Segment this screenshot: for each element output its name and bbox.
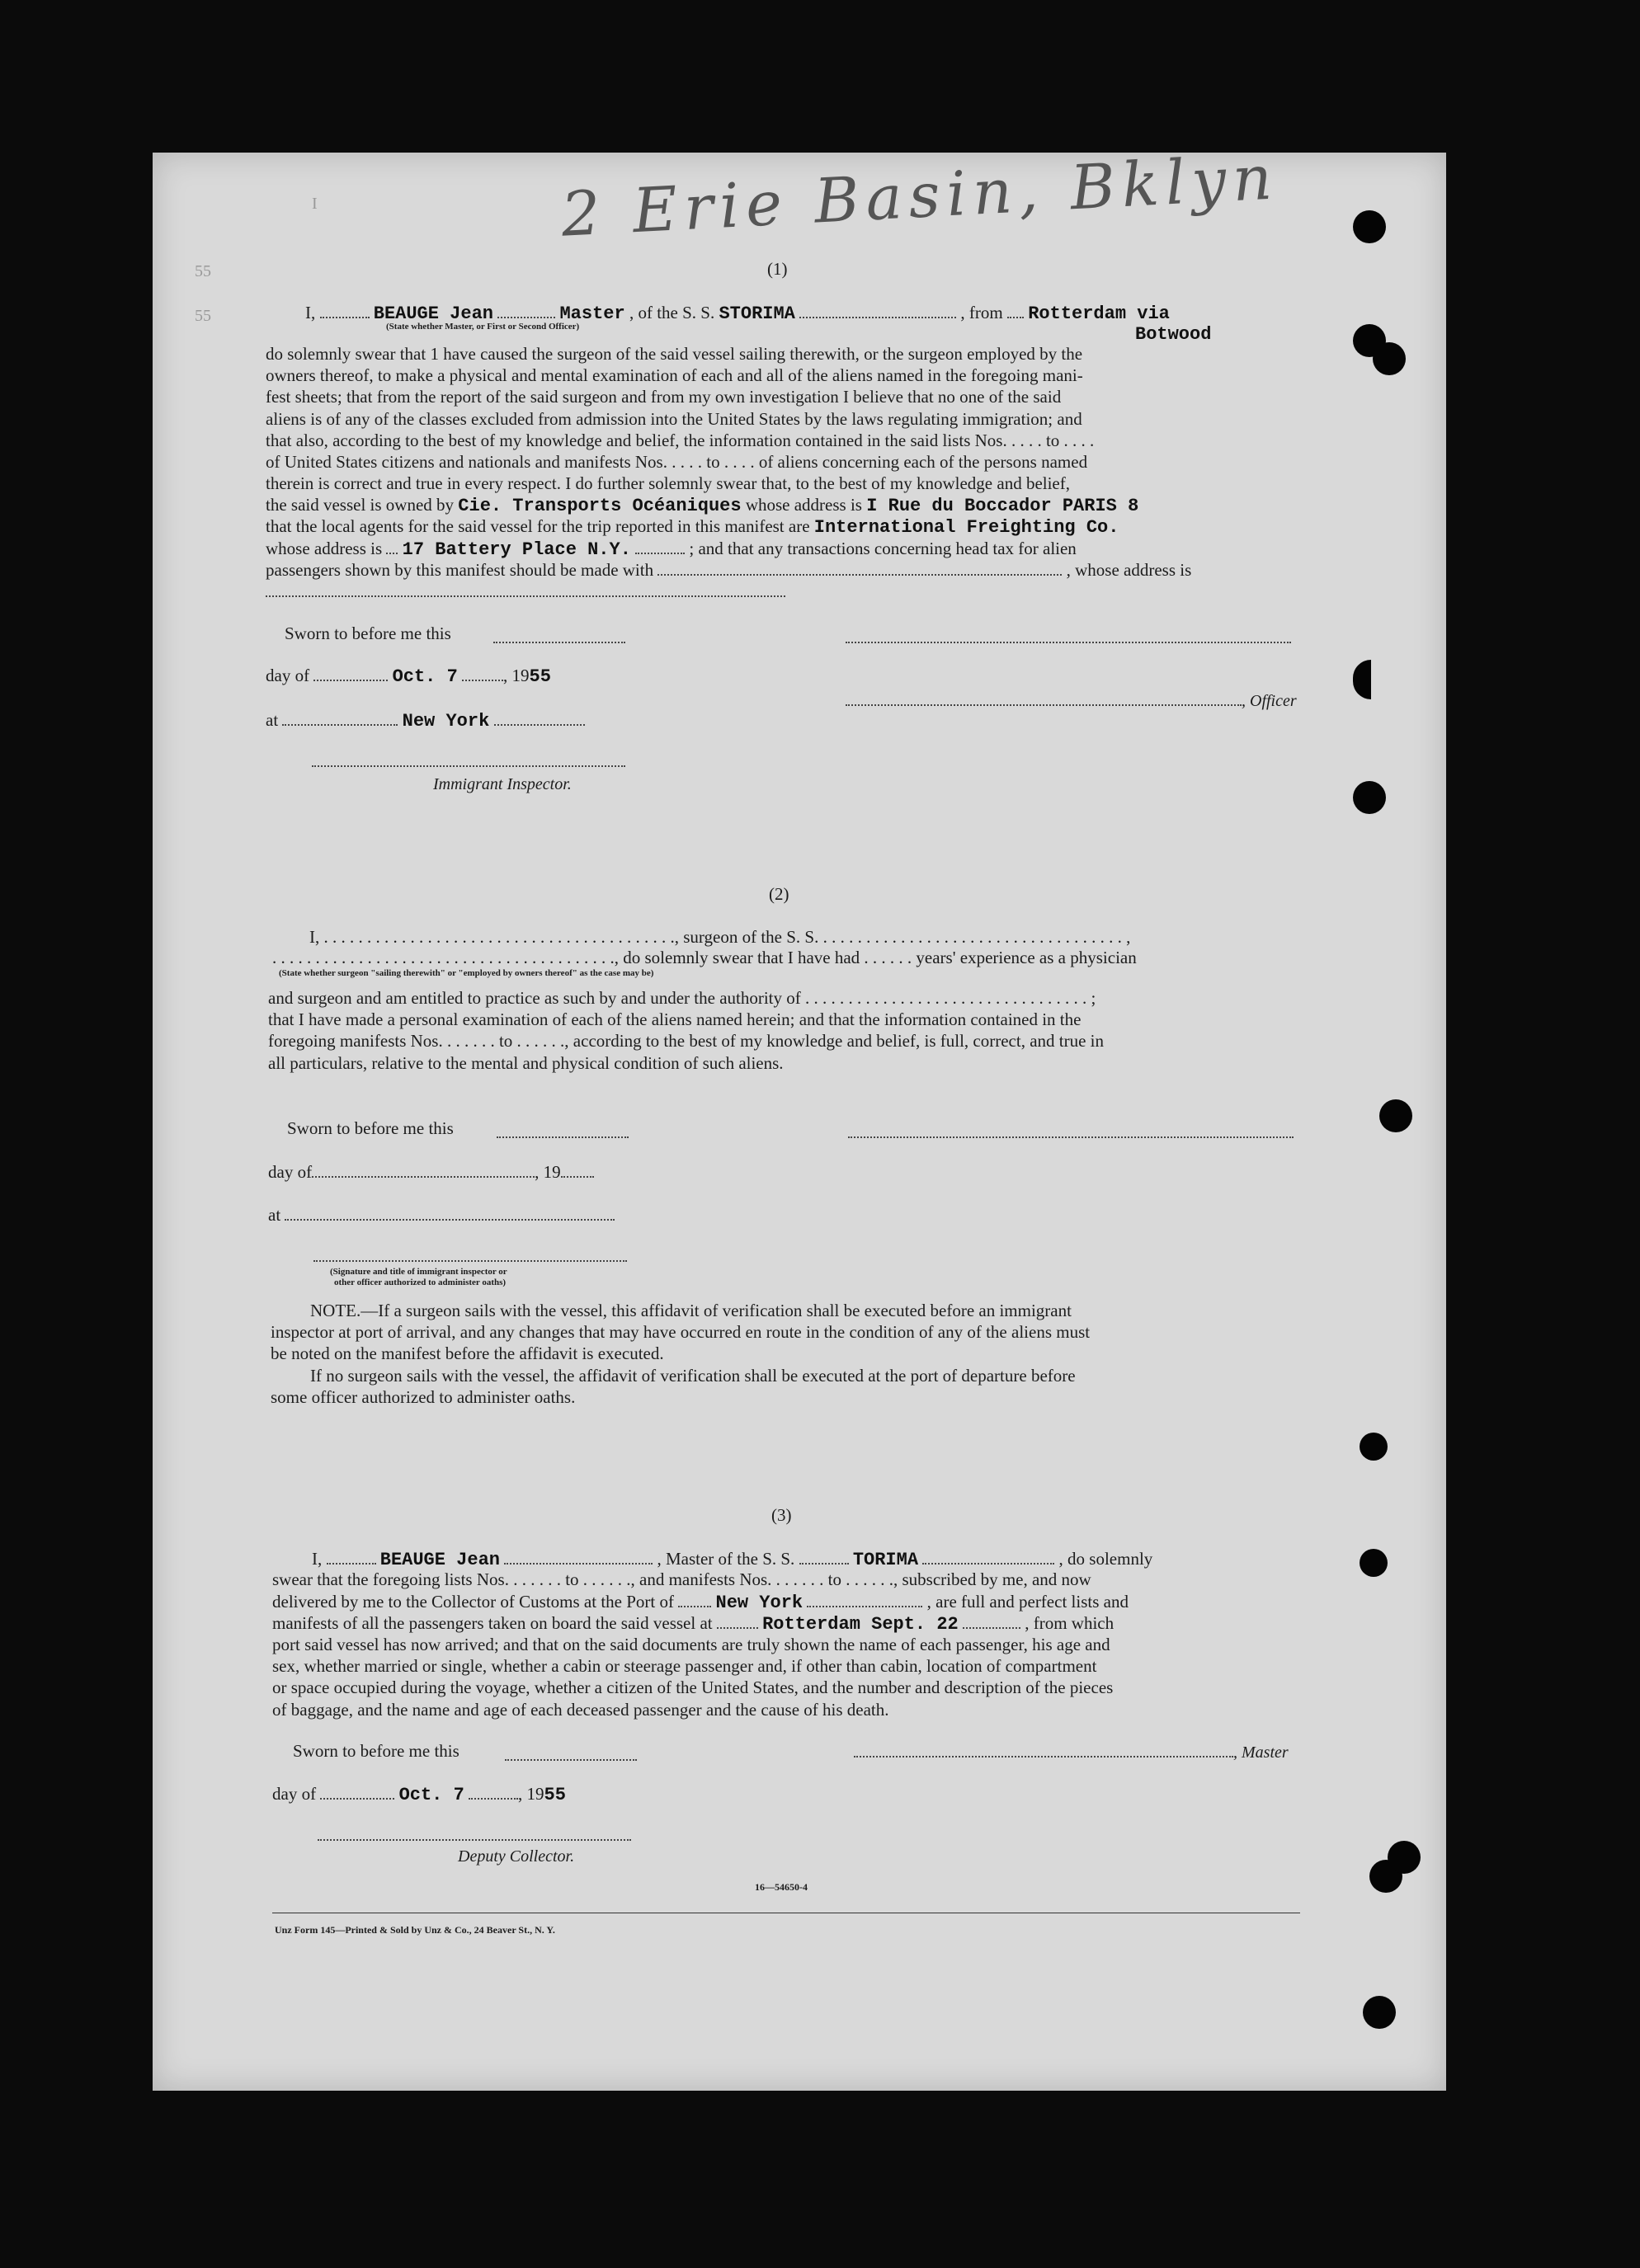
s1-body-line: do solemnly swear that 1 have caused the surgeon of the said vessel sailing therewith, or the surgeon employed by the	[266, 344, 1083, 364]
s3-master-sig-line	[854, 1741, 1289, 1762]
s1-agent-address-line	[266, 538, 1077, 560]
s2-day-label: day of	[268, 1162, 313, 1182]
s1-owned-label: the said vessel is owned by	[266, 495, 455, 515]
s2-line1: I, . . . . . . . . . . . . . . . . . . . . . . . . . . . . . . . . . . . . . . . . ., surgeon of the S. S. . . . . . . . . . . . . . . . . . . . . . . . . . . . . . . . . . . . ,	[309, 927, 1131, 947]
s1-agents-label: that the local agents for the said vessel for the trip reported in this manifest are	[266, 516, 810, 536]
s1-sworn: Sworn to before me this	[285, 623, 451, 643]
punch-hole	[1353, 210, 1386, 243]
s3-ship-name: TORIMA	[852, 1550, 919, 1570]
s3-year-prefix: , 19	[518, 1784, 544, 1804]
s2-body-line: and surgeon and am entitled to practice as such by and under the authority of . . . . . . . . . . . . . . . . . . . . . . . . . . . . . . . . . ;	[268, 988, 1096, 1008]
s1-ship-name: STORIMA	[719, 303, 795, 324]
s1-year-value: 55	[529, 666, 551, 687]
s3-body-line: sex, whether married or single, whether a cabin or steerage passenger and, if other than cabin, location of compartment	[272, 1656, 1097, 1677]
s3-port-value: New York	[715, 1593, 804, 1613]
section-number: (2)	[769, 884, 789, 904]
form-code: 16—54650-4	[755, 1881, 808, 1893]
punch-hole	[1360, 1433, 1388, 1461]
s3-body-line: of baggage, and the name and age of each deceased passenger and the cause of his death.	[272, 1699, 889, 1720]
s2-body-line: foregoing manifests Nos. . . . . . . to . . . . . ., according to the best of my knowledge and belief, is full, correct, and true in	[268, 1031, 1105, 1052]
s3-day-line	[272, 1783, 566, 1805]
margin-mark: 55	[195, 262, 211, 280]
s3-line3-suffix: , are full and perfect lists and	[926, 1592, 1129, 1612]
s1-agents-line	[266, 516, 1119, 538]
s1-at-value: New York	[402, 711, 490, 732]
s1-officer-line	[846, 689, 1297, 711]
s1-at-label: at	[266, 710, 279, 730]
s3-line4-suffix: , from which	[1025, 1613, 1115, 1633]
s2-sig-dots	[848, 1122, 1294, 1142]
s3-master-label: , Master	[1233, 1743, 1289, 1762]
s2-at-label: at	[268, 1205, 281, 1225]
s2-day-line	[268, 1161, 594, 1183]
handwritten-header: 2 Erie Basin, Bklyn	[559, 142, 1280, 251]
s2-body-line: all particulars, relative to the mental and physical condition of such aliens.	[268, 1052, 784, 1073]
s2-note-line: NOTE.—If a surgeon sails with the vessel, this affidavit of verification shall be executed before an immigrant	[310, 1301, 1072, 1320]
s1-day-value: Oct. 7	[392, 666, 458, 687]
s3-line4	[272, 1612, 1114, 1635]
section-number: (3)	[771, 1505, 792, 1525]
s2-state-whether: (State whether surgeon "sailing therewith" or "employed by owners thereof" as the case may be)	[279, 968, 654, 978]
punch-hole	[1353, 781, 1386, 814]
s1-year-prefix: , 19	[503, 666, 530, 685]
s3-master-of: , Master of the S. S.	[657, 1549, 795, 1569]
s2-year-label: , 19	[535, 1162, 561, 1182]
punch-hole	[1388, 1841, 1421, 1874]
punch-hole	[1363, 1996, 1396, 2029]
margin-mark: I	[312, 195, 318, 213]
s3-sworn: Sworn to before me this	[293, 1741, 459, 1761]
s1-dotted-continuation	[266, 581, 785, 601]
s2-note-line: If no surgeon sails with the vessel, the affidavit of verification shall be executed at the port of departure before	[310, 1365, 1076, 1386]
s2-note-line: some officer authorized to administer oaths.	[271, 1386, 576, 1407]
s3-day-value: Oct. 7	[398, 1785, 464, 1805]
s3-body	[272, 1634, 1299, 1720]
s2-sworn-dots	[497, 1122, 629, 1142]
s1-body-line: that also, according to the best of my knowledge and belief, the information contained in the said lists Nos. . . . . to . . . .	[266, 430, 1095, 450]
s2-inspector-sig-dots	[313, 1245, 627, 1266]
s2-note-line: be noted on the manifest before the affidavit is executed.	[271, 1343, 664, 1364]
s1-owner-address: I Rue du Boccador PARIS 8	[866, 496, 1139, 516]
s1-body-line: owners thereof, to make a physical and mental examination of each and all of the aliens named in the foregoing mani-	[266, 365, 1083, 386]
s1-line1	[305, 302, 1170, 324]
punch-hole	[1360, 1549, 1388, 1577]
s3-body-line: port said vessel has now arrived; and that on the said documents are truly shown the name of each passenger, his age and	[272, 1635, 1110, 1654]
s2-body	[268, 987, 1295, 1074]
s1-owner: Cie. Transports Océaniques	[458, 496, 742, 516]
s1-agents: International Freighting Co.	[813, 517, 1119, 538]
s1-body-line: of United States citizens and nationals and manifests Nos. . . . . to . . . . of aliens concerning each of the persons named	[266, 452, 1088, 473]
s3-collector-label: Deputy Collector.	[458, 1847, 575, 1866]
s1-whose-end: , whose address is	[1066, 560, 1192, 580]
s1-day-label: day of	[266, 666, 310, 685]
s1-owner-line	[266, 495, 1138, 516]
s3-master-name: BEAUGE Jean	[379, 1550, 500, 1570]
s3-sworn-dots	[505, 1744, 637, 1765]
s1-head-tax: ; and that any transactions concerning head tax for alien	[689, 539, 1077, 558]
margin-mark: 55	[195, 307, 211, 325]
s1-officer-label: , Officer	[1242, 692, 1297, 710]
s3-i-label: I,	[312, 1549, 323, 1569]
s1-master-title: Master	[559, 303, 625, 324]
s3-day-label: day of	[272, 1784, 317, 1804]
s3-year-value: 55	[544, 1785, 566, 1805]
s1-inspector-label: Immigrant Inspector.	[433, 775, 572, 793]
punch-hole	[1379, 1099, 1412, 1132]
s1-passengers-text: passengers shown by this manifest should be made with	[266, 560, 654, 580]
s3-line3	[272, 1591, 1129, 1613]
s3-boarded-value: Rotterdam Sept. 22	[762, 1614, 959, 1635]
s2-at-line	[268, 1204, 615, 1226]
s1-body-line: aliens is of any of the classes excluded from admission into the United States by the laws regulating immigration; and	[266, 408, 1082, 429]
s2-line2: . . . . . . . . . . . . . . . . . . . . . . . . . . . . . . . . . . . . . . . ., do solemnly swear that I have had . . . . . . years' experience as a physician	[272, 948, 1137, 967]
s1-passengers-line	[266, 559, 1191, 581]
punch-hole	[1373, 342, 1406, 375]
s1-port-from: Rotterdam via	[1028, 303, 1170, 324]
s1-body-line: therein is correct and true in every respect. I do further solemnly swear that, to the best of my knowledge and belief,	[266, 473, 1070, 494]
s2-body-line: that I have made a personal examination of each of the aliens named herein; and that the information contained in the	[268, 1009, 1082, 1030]
s1-agent-address-label: whose address is	[266, 539, 383, 558]
s3-line1	[312, 1548, 1152, 1570]
s3-body-line: or space occupied during the voyage, whether a citizen of the United States, and the number and description of the pieces	[272, 1677, 1114, 1698]
footer-imprint: Unz Form 145—Printed & Sold by Unz & Co., 24 Beaver St., N. Y.	[275, 1924, 555, 1936]
s2-sig-note-2: other officer authorized to administer oaths)	[334, 1278, 507, 1287]
s3-port-label: delivered by me to the Collector of Customs at the Port of	[272, 1592, 674, 1612]
s1-day-line	[266, 665, 551, 687]
s2-note-line: inspector at port of arrival, and any changes that may have occurred en route in the condition of any of the aliens must	[271, 1322, 1091, 1343]
s1-port-via: Botwood	[1135, 324, 1212, 345]
s1-officer-sig-dots	[846, 627, 1291, 647]
s1-inspector-sig-dots	[312, 751, 625, 771]
s3-collector-sig-dots	[318, 1824, 631, 1845]
s3-solemnly: , do solemnly	[1058, 1549, 1153, 1569]
s2-sworn: Sworn to before me this	[287, 1118, 454, 1138]
s1-at-line	[266, 709, 585, 732]
s1-sworn-dots	[493, 627, 625, 647]
s1-of-ss: , of the S. S.	[629, 303, 715, 322]
s1-body-line: fest sheets; that from the report of the said surgeon and from my own investigation I believe that no one of the said	[266, 387, 1062, 407]
s1-state-whether: (State whether Master, or First or Second Officer)	[386, 322, 580, 332]
s1-from-label: , from	[960, 303, 1003, 322]
s1-whose-label: whose address is	[745, 495, 862, 515]
s1-master-name: BEAUGE Jean	[373, 303, 493, 324]
s3-boarded-label: manifests of all the passengers taken on board the said vessel at	[272, 1613, 713, 1633]
s3-line2: swear that the foregoing lists Nos. . . . . . . to . . . . . ., and manifests Nos. . . . . . . to . . . . . ., subscribed by me, and now	[272, 1569, 1091, 1589]
section-number: (1)	[767, 259, 788, 279]
s1-i-label: I,	[305, 303, 316, 322]
s1-agent-address: 17 Battery Place N.Y.	[402, 539, 631, 560]
s2-note	[271, 1300, 1298, 1408]
s2-sig-note-1: (Signature and title of immigrant inspector or	[330, 1267, 507, 1277]
s1-body	[266, 343, 1293, 494]
